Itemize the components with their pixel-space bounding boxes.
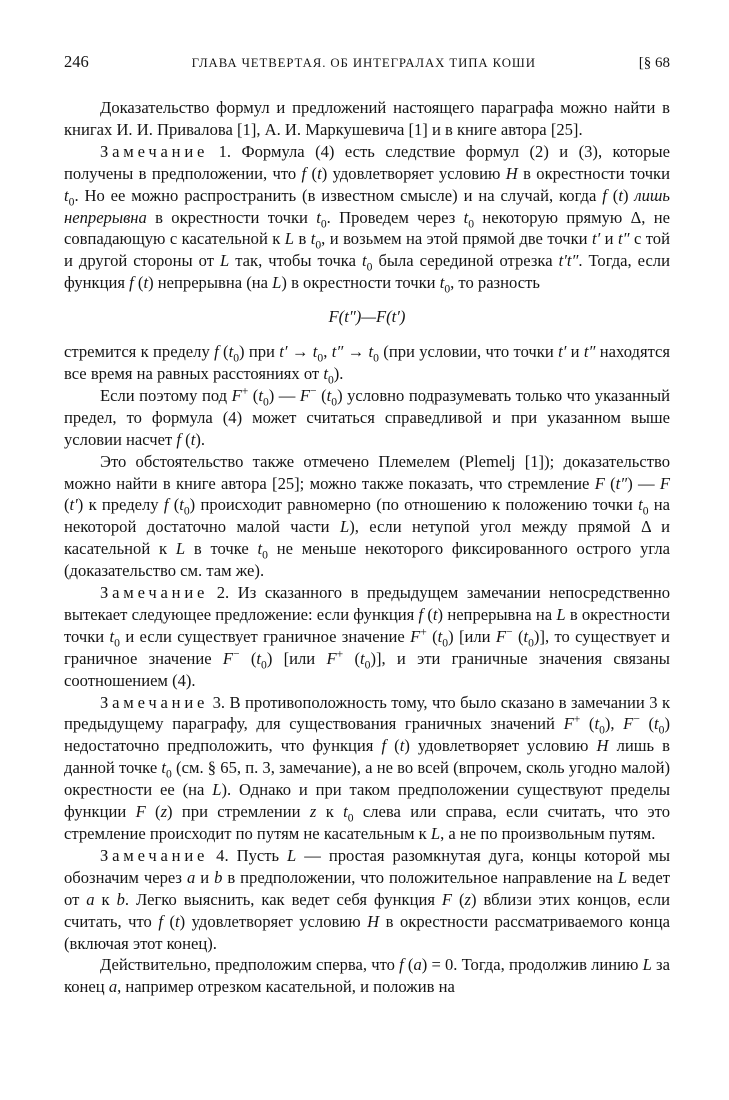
paragraph-indeed: Действительно, предположим сперва, что f (a) = 0. Тогда, продолжив линию L за конец a, например отрезком касательной, и положив на [64,955,670,997]
paragraph-remark-1: Замечание 1. Формула (4) есть следствие формул (2) и (3), которые получены в предположении, что f (t) удовлетворяет условию H в окрестности точки $t_0$. Но ее можно распространить (в известном смысле) и на случай, когда f (t) лишь непрерывна в окрестности точки $t_0$. Проведем через $t_0$ некоторую прямую Δ, не совпадающую с касательной к L в $t_0$, и возьмем на этой прямой две точки t′ и t″ с той и другой стороны от L так, чтобы точка $t_0$ была серединой отрезка t′t″. Тогда, если функция f (t) непрерывна (на L) в окрестности точки $t_0$, то разность [64,141,670,296]
paragraph-remark-2: Замечание 2. Из сказанного в предыдущем замечании непосредственно вытекает следующее предложение: если функция f (t) непрерывна на L в окрестности точки $t_0$ и если существует граничное значение F+ $(t_0)$ [или F− $(t_0)$], то существует и граничное значение F− $(t_0)$ [или F+ $(t_0)$], и эти граничные значения связаны соотношением (4). [64,583,671,690]
page [64,52,670,998]
body-text [64,97,670,998]
paragraph-remark-3: Замечание 3. В противоположность тому, что было сказано в замечании 3 к предыдущему параграфу, для существования граничных значений F+ $(t_0)$, F− $(t_0)$ недостаточно предположить, что функция f (t) удовлетворяет условию H лишь в данной точке $t_0$ (см. § 65, п. 3, замечание), а не во всей (впрочем, сколь угодно малой) окрестности ее (на L). Однако и при таком предположении существуют пределы функции F (z) при стремлении z к $t_0$ слева или справа, если считать, что это стремление происходит по путям не касательным к L, а не по произвольным путям. [64,692,671,843]
page-number: 246 [64,52,89,71]
formula-difference: F(t″)—F(t′) [328,307,406,327]
remark-label: Замечание [100,583,209,603]
running-header [64,52,670,80]
chapter-title: ГЛАВА ЧЕТВЕРТАЯ. ОБ ИНТЕГРАЛАХ ТИПА КОШИ [191,56,536,70]
paragraph-intro: Доказательство формул и предложений настоящего параграфа можно найти в книгах И. И. Привалова [1], А. И. Маркушевича [1] и в книге автора [25]. [64,98,670,139]
remark-label: Замечание [100,141,209,161]
paragraph-remark-4: Замечание 4. Пусть L — простая разомкнутая дуга, концы которой мы обозначим через a и b в предположении, что положительное направление на L ведет от a к b. Легко выяснить, как ведет себя функция F (z) вблизи этих концов, если считать, что f (t) удовлетворяет условию H в окрестности рассматриваемого конца (включая этот конец). [64,845,670,953]
paragraph-plemelj: Это обстоятельство также отмечено Племелем (Plemelj [1]); доказательство можно найти в книге автора [25]; можно также показать, что стремление F (t″) — F (t′) к пределу f $(t_0)$ происходит равномерно (по отношению к положению точки $t_0$ на некоторой достаточно малой части L), если нетупой угол между прямой Δ и касательной к L в точке $t_0$ не меньше некоторого фиксированного острого угла (доказательство см. там же). [64,451,671,581]
paragraph-consequence: Если поэтому под F+ $(t_0)$ — F− $(t_0)$ условно подразумевать только что указанный предел, то формула (4) может считаться справедливой и при указанном выше условии насчет f (t). [64,384,670,449]
remark-label: Замечание [100,845,209,865]
section-marker: [§ 68 [638,55,670,71]
remark-label: Замечание [100,692,209,712]
paragraph-limit: стремится к пределу f $(t_0)$ при $t' \to t_0$, $t'' \to t_0$ (при условии, что точки t′ и t″ находятся все время на равных расстояниях от $t_0$). [64,342,671,387]
